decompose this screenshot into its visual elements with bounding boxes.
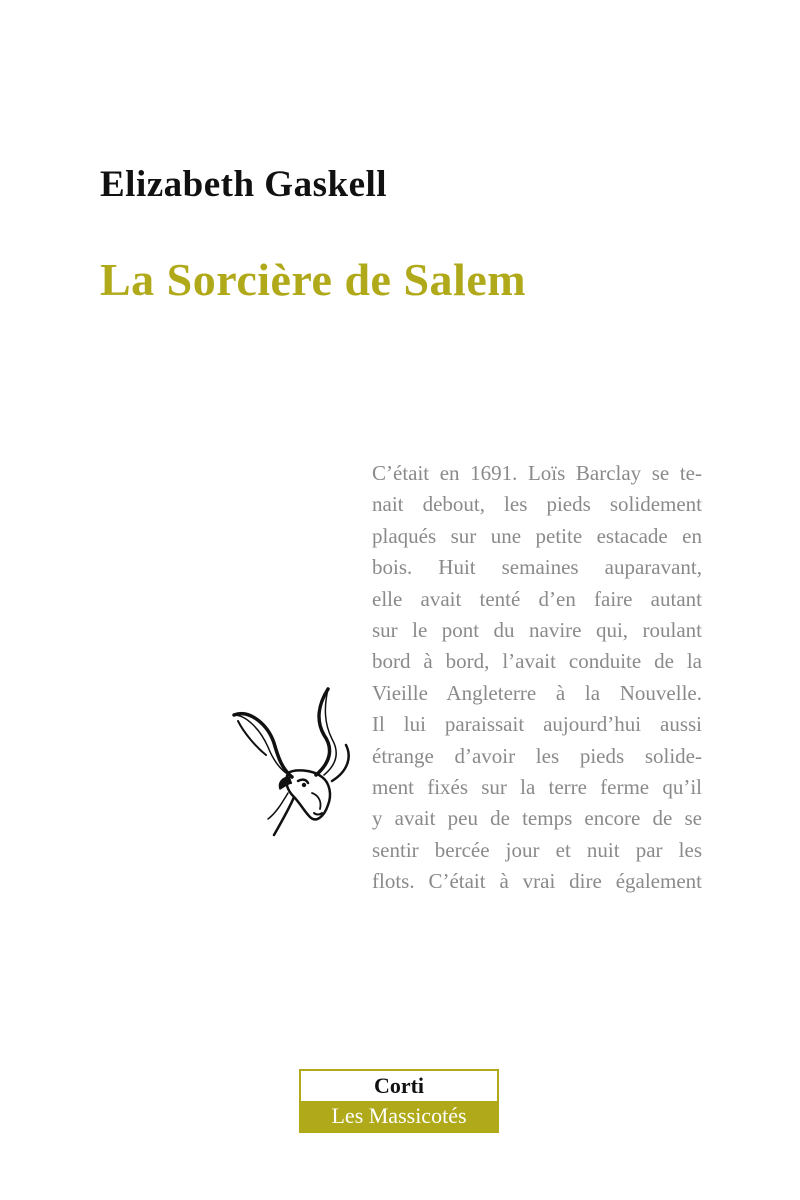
excerpt-line: C’était en 1691. Loïs Barclay se te- (372, 461, 702, 485)
excerpt-line: elle avait tenté d’en faire autant (372, 586, 702, 611)
book-title: La Sorcière de Salem (100, 254, 527, 305)
publisher-imprint (299, 1069, 499, 1133)
excerpt-line: Vieille Angleterre à la Nouvelle. (372, 680, 702, 705)
excerpt-line: nait debout, les pieds solidement (372, 492, 702, 517)
excerpt-line: sur le pont du navire qui, roulant (372, 617, 702, 642)
excerpt-line: bois. Huit semaines auparavant, (372, 555, 702, 580)
excerpt-text (372, 458, 702, 897)
excerpt-line: plaqués sur une petite estacade en (372, 523, 702, 548)
collection-name: Les Massicotés (301, 1101, 497, 1131)
excerpt-line: flots. C’était à vrai dire également (372, 869, 702, 894)
excerpt-line: étrange d’avoir les pieds solide- (372, 743, 702, 768)
publisher-name: Corti (301, 1071, 497, 1101)
excerpt-line: Il lui paraissait aujourd’hui aussi (372, 712, 702, 737)
author-name: Elizabeth Gaskell (100, 164, 388, 205)
excerpt-line: y avait peu de temps encore de se (372, 806, 702, 831)
excerpt-line: sentir bercée jour et nuit par les (372, 837, 702, 862)
horned-animal-head-icon (228, 685, 358, 845)
excerpt-line: bord à bord, l’avait conduite de la (372, 649, 702, 674)
excerpt-line: ment fixés sur la terre ferme qu’il (372, 774, 702, 799)
